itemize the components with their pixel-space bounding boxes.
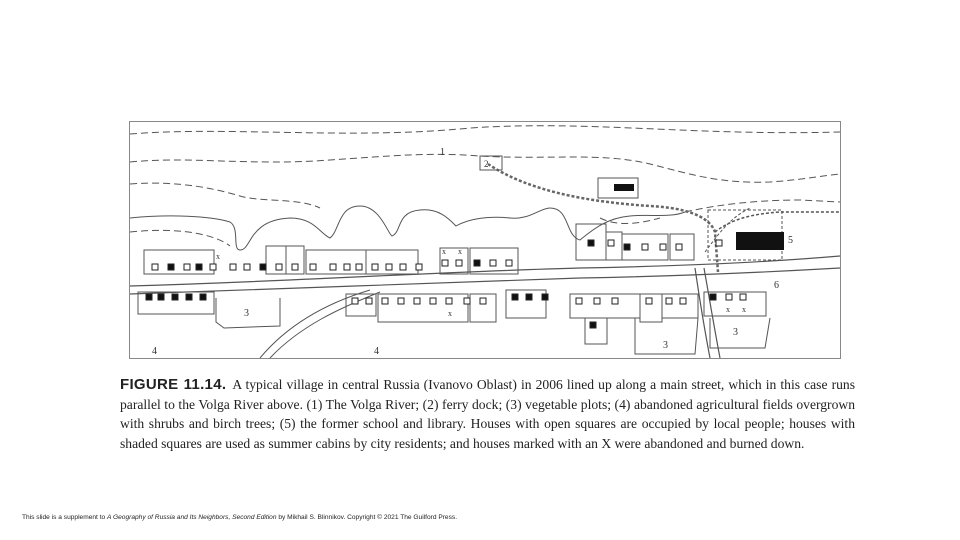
label-river: 1 (440, 147, 445, 158)
footer-book-title: A Geography of Russia and Its Neighbors, Second Edition (107, 514, 277, 521)
label-plots-east: 3 (663, 340, 668, 351)
footer-suffix: by Mikhail S. Blinnikov. Copyright © 2021 The Guilford Press. (276, 514, 458, 521)
label-ferry: 2 (484, 159, 489, 169)
floodplain-edge-2 (130, 230, 230, 246)
copyright-footer (22, 514, 457, 521)
label-school: 5 (788, 235, 793, 246)
figure-caption (120, 375, 855, 453)
label-plots-west: 3 (244, 308, 249, 319)
east-road-2 (704, 268, 720, 358)
abandoned-mark: x (726, 305, 730, 314)
label-street: 6 (774, 280, 779, 291)
ferry-lane (488, 164, 718, 272)
school-building (736, 232, 784, 250)
figure-caption-text: A typical village in central Russia (Ivanovo Oblast) in 2006 lined up along a main street, which in this case runs parallel to the Volga River above. (1) The Volga River; (2) ferry dock; (3) vegetable plots; (4) abandoned agricultural fields overgrown with shrubs and birch trees; (5) the former school and library. Houses with open squares are occupied by local people; houses with shaded squares are used as summer cabins by city residents; and houses marked with an X were abandoned and burned down. (120, 377, 855, 451)
east-lane (715, 212, 840, 232)
abandoned-mark: x (442, 247, 446, 256)
label-plots-far-east: 3 (733, 327, 738, 338)
plot-3-far-east (710, 318, 770, 348)
riverside-building-fill (614, 184, 634, 191)
label-fields-east: 4 (374, 346, 379, 357)
abandoned-mark: x (448, 309, 452, 318)
river-bank-upper (130, 126, 840, 134)
abandoned-mark: x (216, 252, 220, 261)
label-fields-west: 4 (152, 346, 157, 357)
village-map (129, 121, 841, 359)
abandoned-mark: x (458, 247, 462, 256)
river-bank-lower (130, 183, 320, 208)
village-map-drawing (130, 122, 840, 358)
abandoned-mark: x (742, 305, 746, 314)
diagonal-road-2 (270, 292, 380, 358)
floodplain-edge (130, 206, 685, 250)
figure-label: FIGURE 11.14. (120, 376, 227, 393)
east-road (695, 268, 710, 358)
footer-prefix: This slide is a supplement to (22, 514, 108, 521)
